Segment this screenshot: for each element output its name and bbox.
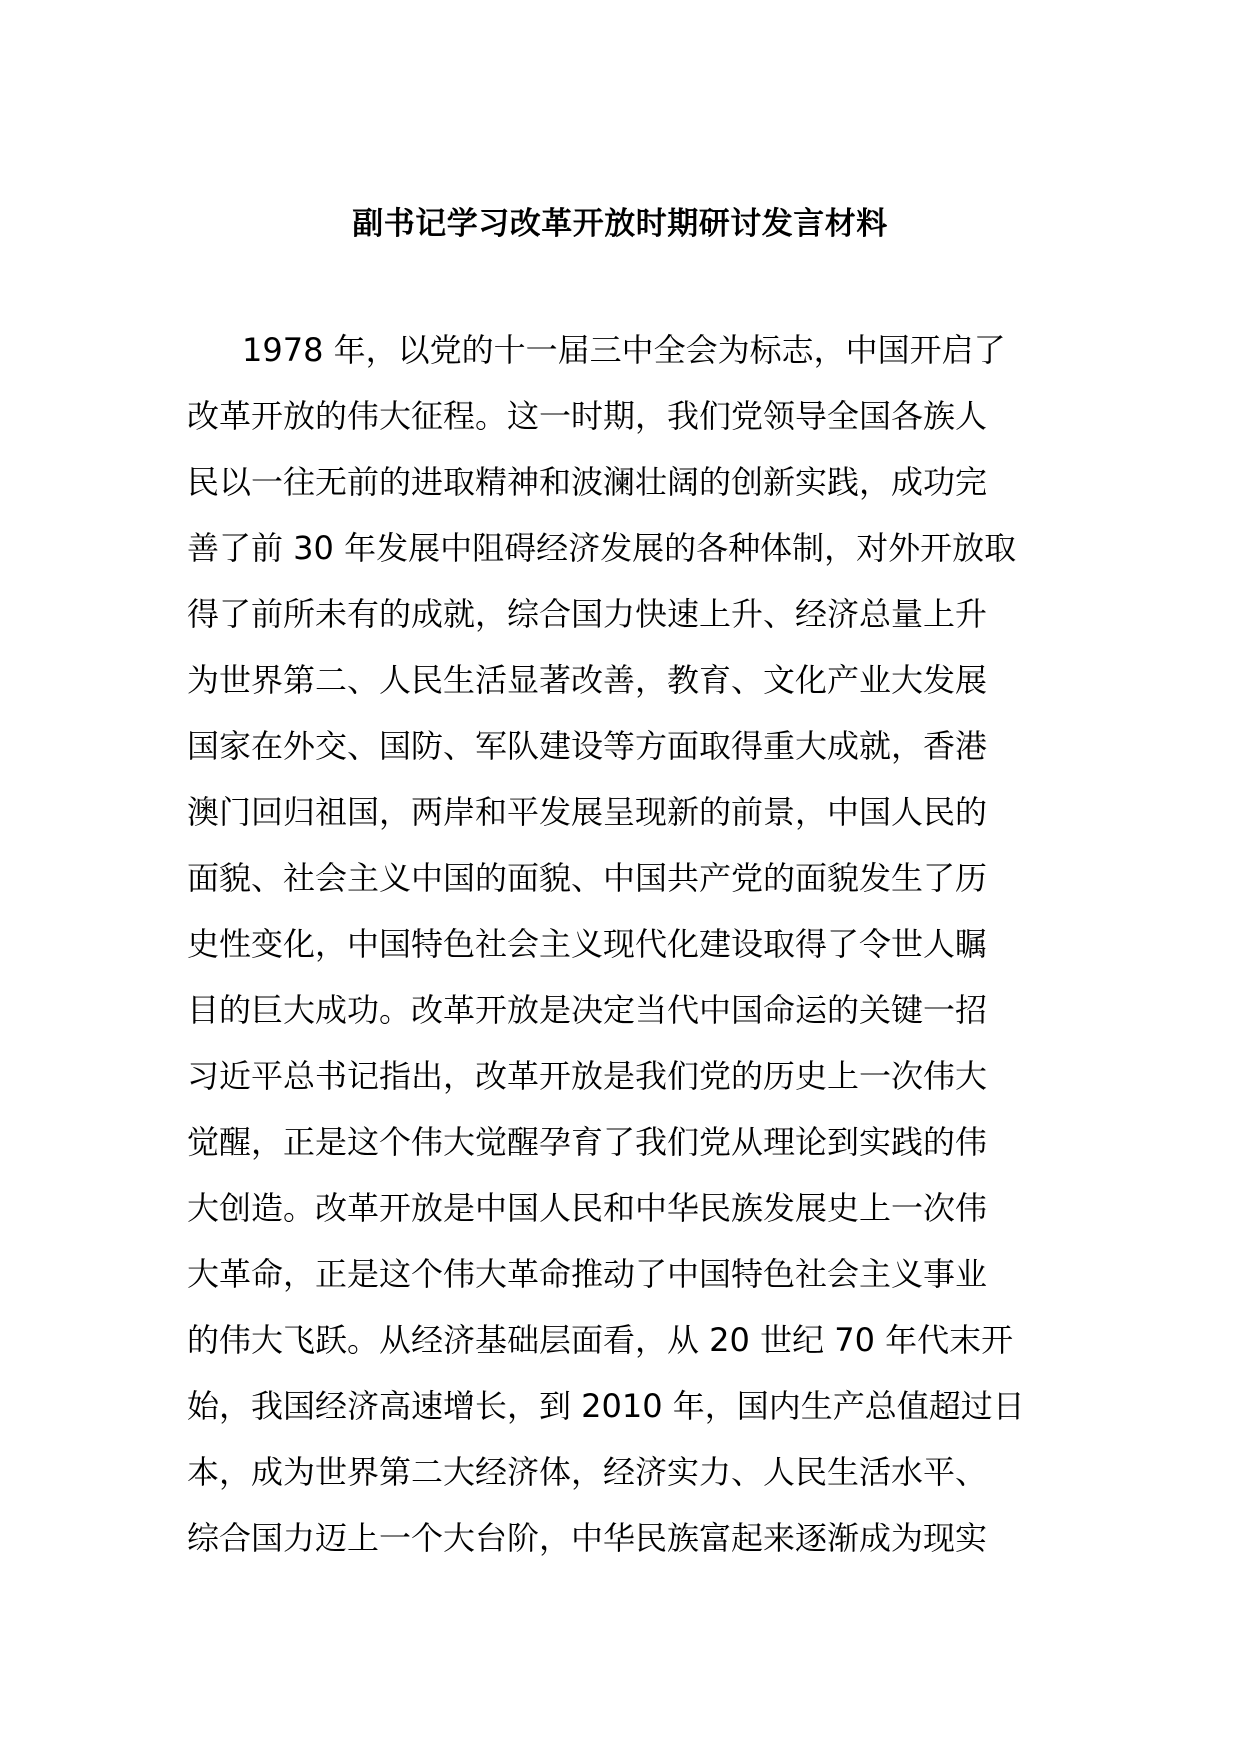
- body-line: 澳门回归祖国，两岸和平发展呈现新的前景，中国人民的: [187, 793, 988, 831]
- body-line: 1978 年，以党的十一届三中全会为标志，中国开启了: [242, 331, 1006, 369]
- body-line: 史性变化，中国特色社会主义现代化建设取得了令世人瞩: [187, 925, 988, 963]
- body-line: 民以一往无前的进取精神和波澜壮阔的创新实践，成功完: [187, 463, 988, 501]
- body-line: 目的巨大成功。改革开放是决定当代中国命运的关键一招: [187, 991, 988, 1029]
- body-line: 大创造。改革开放是中国人民和中华民族发展史上一次伟: [187, 1189, 988, 1227]
- body-line: 善了前 30 年发展中阻碍经济发展的各种体制，对外开放取: [187, 529, 1017, 567]
- body-line: 习近平总书记指出，改革开放是我们党的历史上一次伟大: [187, 1057, 988, 1095]
- body-line: 面貌、社会主义中国的面貌、中国共产党的面貌发生了历: [187, 859, 988, 897]
- body-line: 本，成为世界第二大经济体，经济实力、人民生活水平、: [187, 1453, 988, 1491]
- body-line: 的伟大飞跃。从经济基础层面看，从 20 世纪 70 年代末开: [187, 1321, 1014, 1359]
- body-line: 始，我国经济高速增长，到 2010 年，国内生产总值超过日: [187, 1387, 1025, 1425]
- document-title: 副书记学习改革开放时期研讨发言材料: [352, 206, 888, 242]
- body-line: 为世界第二、人民生活显著改善，教育、文化产业大发展: [187, 661, 988, 699]
- body-line: 大革命，正是这个伟大革命推动了中国特色社会主义事业: [187, 1255, 988, 1293]
- body-line: 得了前所未有的成就，综合国力快速上升、经济总量上升: [187, 595, 988, 633]
- body-line: 综合国力迈上一个大台阶，中华民族富起来逐渐成为现实: [187, 1519, 988, 1557]
- body-text: [187, 317, 1057, 1571]
- body-line: 国家在外交、国防、军队建设等方面取得重大成就，香港: [187, 727, 988, 765]
- body-line: 改革开放的伟大征程。这一时期，我们党领导全国各族人: [187, 397, 988, 435]
- body-line: 觉醒，正是这个伟大觉醒孕育了我们党从理论到实践的伟: [187, 1123, 988, 1161]
